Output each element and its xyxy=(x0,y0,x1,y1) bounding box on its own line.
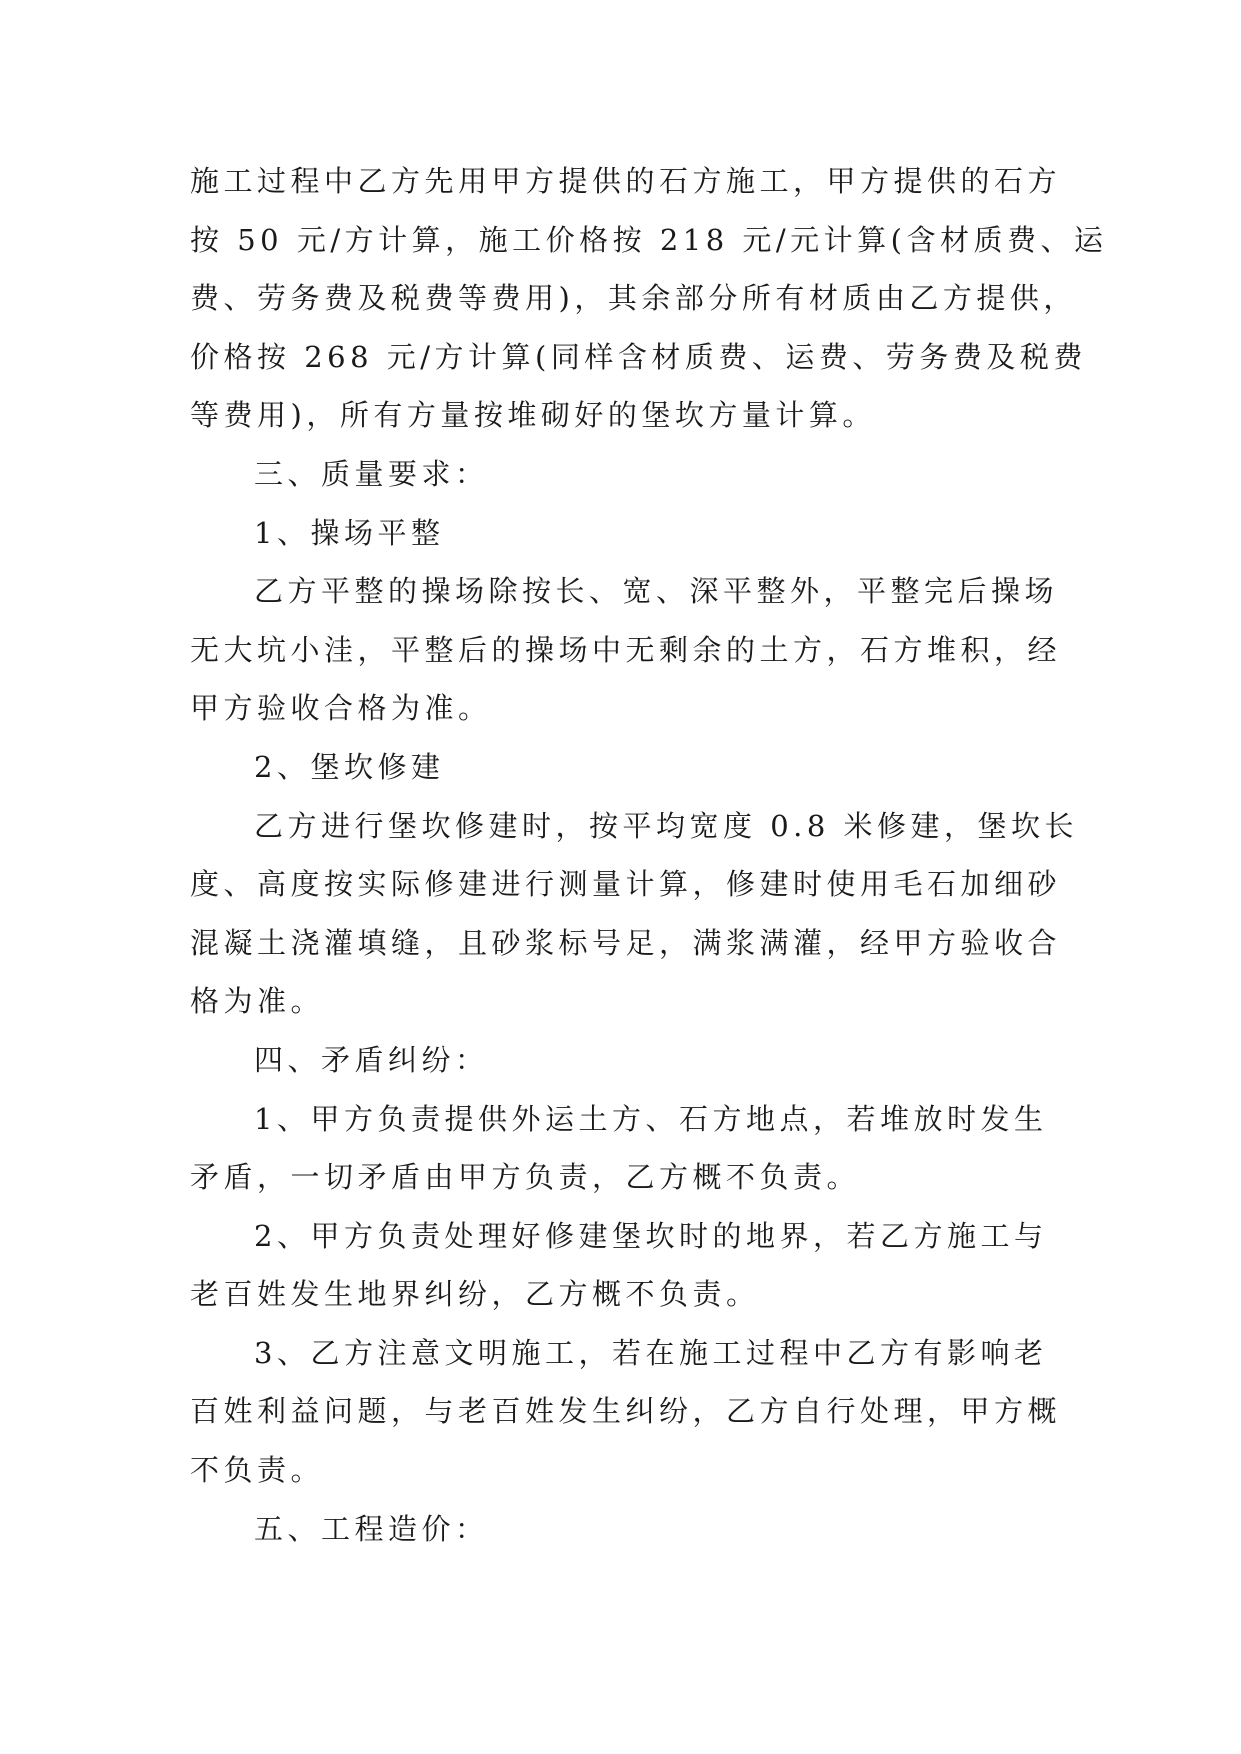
document-page xyxy=(190,152,1108,1558)
text-line: 甲方验收合格为准。 xyxy=(190,691,492,726)
subsection-heading: 1、操场平整 xyxy=(254,515,445,550)
text-line: 百姓利益问题，与老百姓发生纠纷，乙方自行处理，甲方概 xyxy=(190,1394,1062,1429)
paragraph-start: 乙方平整的操场除按长、宽、深平整外，平整完后操场 xyxy=(254,574,1059,609)
text-line: 度、高度按实际修建进行测量计算，修建时使用毛石加细砂 xyxy=(190,867,1062,902)
text-line: 格为准。 xyxy=(190,984,325,1019)
text-line: 老百姓发生地界纠纷，乙方概不负责。 xyxy=(190,1277,760,1312)
section-heading: 四、矛盾纠纷： xyxy=(254,1042,489,1077)
text-line: 矛盾，一切矛盾由甲方负责，乙方概不负责。 xyxy=(190,1160,861,1195)
subsection-heading: 2、堡坎修建 xyxy=(254,749,445,784)
text-line: 不负责。 xyxy=(190,1453,325,1488)
text-line: 按 50 元/方计算，施工价格按 218 元/元计算(含材质费、运 xyxy=(190,222,1108,257)
paragraph-start: 乙方进行堡坎修建时，按平均宽度 0.8 米修建，堡坎长 xyxy=(254,808,1079,843)
paragraph-start: 1、甲方负责提供外运土方、石方地点，若堆放时发生 xyxy=(254,1101,1048,1136)
section-heading: 三、质量要求： xyxy=(254,456,489,491)
text-line: 价格按 268 元/方计算(同样含材质费、运费、劳务费及税费 xyxy=(190,339,1087,374)
text-line: 混凝土浇灌填缝，且砂浆标号足，满浆满灌，经甲方验收合 xyxy=(190,925,1062,960)
paragraph-start: 3、乙方注意文明施工，若在施工过程中乙方有影响老 xyxy=(254,1335,1048,1370)
text-line: 施工过程中乙方先用甲方提供的石方施工，甲方提供的石方 xyxy=(190,164,1062,198)
paragraph-start: 2、甲方负责处理好修建堡坎时的地界，若乙方施工与 xyxy=(254,1218,1048,1253)
text-line: 无大坑小洼，平整后的操场中无剩余的土方，石方堆积，经 xyxy=(190,632,1062,667)
text-line: 等费用)，所有方量按堆砌好的堡坎方量计算。 xyxy=(190,398,876,433)
text-line: 费、劳务费及税费等费用)，其余部分所有材质由乙方提供， xyxy=(190,281,1077,316)
section-heading: 五、工程造价： xyxy=(254,1511,489,1546)
